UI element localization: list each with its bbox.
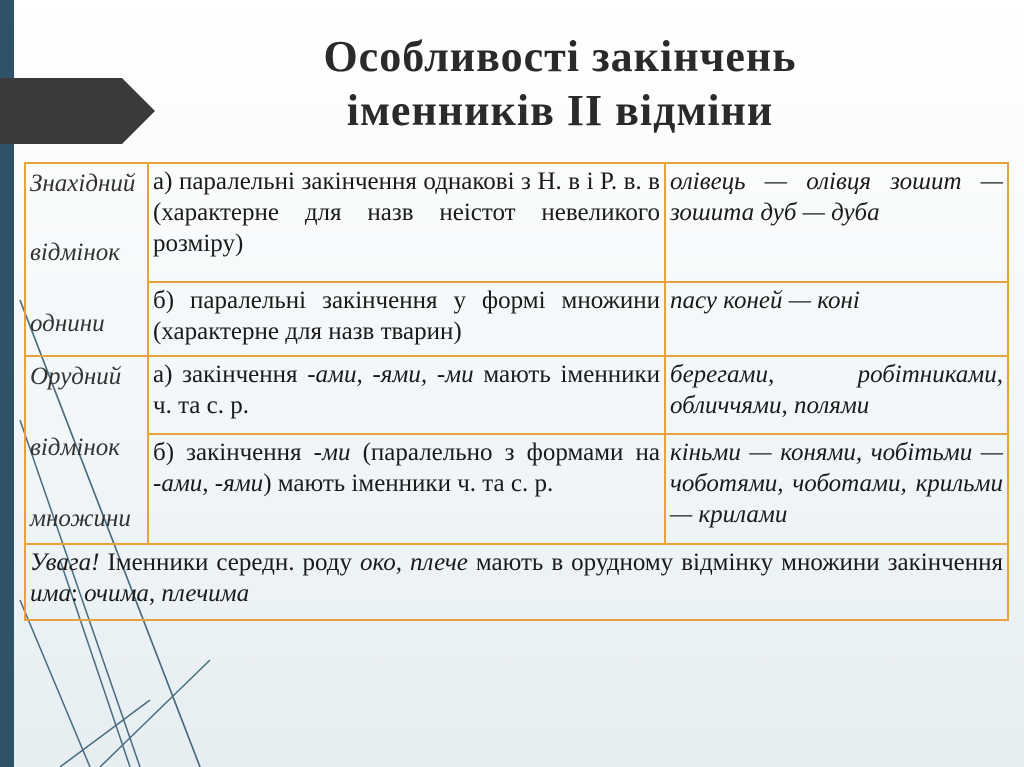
example-cell: пасу коней — коні [665, 282, 1008, 356]
rule-cell [148, 434, 665, 544]
table-row [25, 163, 1008, 282]
page-title [150, 30, 970, 138]
rule-endings: -ами, -ями, -ми [307, 361, 474, 388]
table-row [25, 356, 1008, 434]
example-cell: берегами, робітниками, обличчями, полями [665, 356, 1008, 434]
note-text: Іменники середн. роду [99, 549, 361, 576]
case-word: Знахідний [30, 170, 136, 197]
rule-text: (паралельно з формами на [350, 439, 661, 466]
title-line-2: іменників ІІ відміни [346, 86, 774, 135]
rule-text: ) мають іменники ч. та с. р. [263, 470, 554, 497]
case-cell-accusative [25, 163, 148, 356]
case-word: Орудний [30, 363, 122, 390]
case-word: відмінок [30, 434, 120, 461]
case-cell-instrumental [25, 356, 148, 544]
warning-label: Увага! [30, 549, 100, 576]
note-text: мають в орудному відмінку множини закінчення [467, 549, 1004, 576]
case-word: однини [30, 310, 105, 337]
rule-cell: а) паралельні закінчення однакові з Н. в і Р. в. в (характерне для назв неістот невеликого розміру) [148, 163, 665, 282]
note-examples: очима, плечима [84, 580, 250, 607]
table-row [25, 434, 1008, 544]
case-word: множини [30, 505, 131, 532]
example-cell: олівець — олівця зошит — зошита дуб — дуба [665, 163, 1008, 282]
endings-table [24, 162, 1009, 621]
rule-text: б) закінчення [153, 439, 314, 466]
table-row [25, 282, 1008, 356]
table-row [25, 544, 1008, 620]
case-word: відмінок [30, 239, 120, 266]
note-ending: има [30, 580, 71, 607]
rule-cell [148, 356, 665, 434]
rule-text: мають іменники ч. та с. р. [153, 361, 660, 419]
note-text: : [70, 580, 85, 607]
rule-ending: -ми [313, 439, 351, 466]
rule-cell: б) паралельні закінчення у формі множини (характерне для назв тварин) [148, 282, 665, 356]
rule-endings: -ами, -ями [153, 470, 264, 497]
rule-text: а) закінчення [153, 361, 308, 388]
title-line-1: Особливості закінчень [323, 32, 797, 81]
example-cell: кіньми — конями, чобітьми — чоботями, чоботами, крильми — крилами [665, 434, 1008, 544]
arrow-tab-shape [0, 78, 155, 144]
note-cell [25, 544, 1008, 620]
note-words: око, плече [360, 549, 468, 576]
